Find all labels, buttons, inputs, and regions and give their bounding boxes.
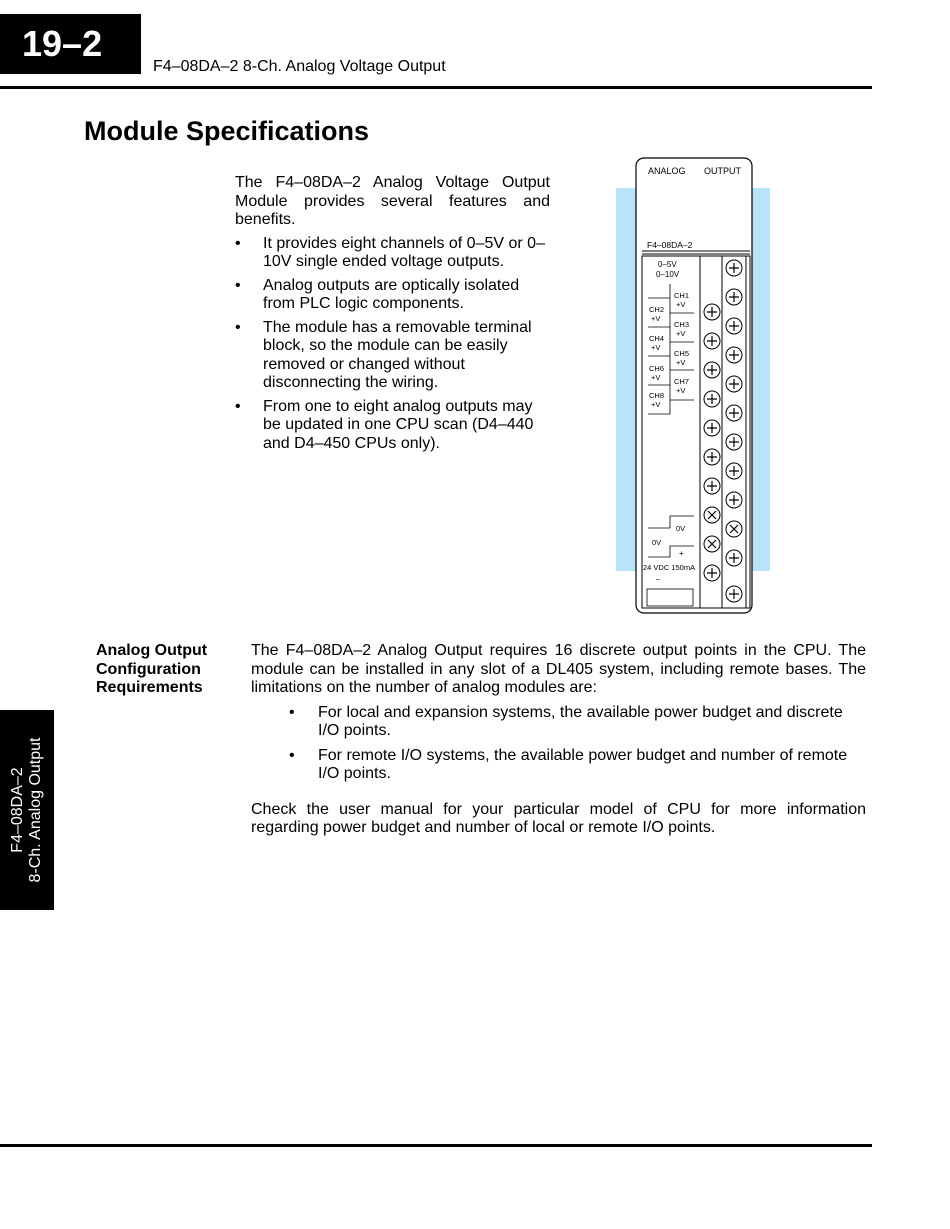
screw-icon [704, 304, 720, 320]
screw-icon [726, 463, 742, 479]
screw-icon [726, 492, 742, 508]
channel-label: CH6 [649, 364, 665, 373]
section-heading: Module Specifications [84, 116, 370, 146]
config-body [251, 642, 866, 838]
header-rule [0, 86, 872, 89]
channel-label: CH3 [674, 320, 690, 329]
list-item-text: It provides eight channels of 0–5V or 0–10V single ended voltage outputs. [263, 234, 545, 270]
channel-sign: +V [676, 386, 686, 395]
list-item [235, 235, 550, 272]
screw-icon [704, 420, 720, 436]
zero-v-label: 0V [652, 538, 662, 547]
list-item-text: For remote I/O systems, the available power budget and number of remote I/O points. [318, 746, 848, 782]
bullet-icon: • [235, 234, 241, 252]
screw-icon [704, 362, 720, 378]
screw-icon [704, 507, 720, 523]
channel-label: CH8 [649, 391, 665, 400]
bullet-icon: • [235, 397, 241, 415]
screw-icon [726, 260, 742, 276]
bullet-icon: • [289, 746, 295, 764]
channel-label: CH1 [674, 291, 690, 300]
channel-label: CH5 [674, 349, 690, 358]
screw-icon [726, 318, 742, 334]
page-number: 19–2 [0, 14, 141, 74]
model-label: F4–08DA–2 [647, 240, 693, 250]
config-paragraph: The F4–08DA–2 Analog Output requires 16 discrete output points in the CPU. The module can be installed in any slot of a DL405 system, including remote bases. The limitations on the number of analog modules are: [251, 642, 866, 696]
list-item [235, 319, 550, 393]
range-label: 0–10V [656, 270, 680, 279]
channel-sign: +V [651, 400, 661, 409]
header-title: F4–08DA–2 8-Ch. Analog Voltage Output [153, 58, 446, 75]
plus-label: + [679, 549, 684, 558]
zero-v-label: 0V [676, 524, 686, 533]
intro-paragraph: The F4–08DA–2 Analog Voltage Output Module provides several features and benefits. [235, 174, 550, 228]
label-analog: ANALOG [648, 166, 686, 176]
channel-sign: +V [651, 343, 661, 352]
side-tab-text [9, 710, 45, 910]
intro-block [235, 174, 550, 453]
screw-icon [704, 536, 720, 552]
screw-icon [726, 405, 742, 421]
side-tab-line: 8-Ch. Analog Output [27, 737, 44, 883]
channel-sign: +V [651, 314, 661, 323]
chapter-side-tab [0, 710, 54, 910]
channel-sign: +V [651, 373, 661, 382]
channel-label: CH4 [649, 334, 665, 343]
side-tab-line: F4–08DA–2 [9, 767, 26, 853]
side-heading-line: Requirements [96, 679, 203, 696]
list-item [289, 747, 866, 784]
list-item [235, 398, 550, 454]
list-item [235, 277, 550, 314]
channel-label: CH2 [649, 305, 665, 314]
bullet-icon: • [289, 703, 295, 721]
range-label: 0–5V [658, 260, 677, 269]
channel-sign: +V [676, 358, 686, 367]
config-side-heading [96, 642, 246, 698]
closing-paragraph: Check the user manual for your particular model of CPU for more information regarding power budget and number of local or remote I/O points. [251, 800, 866, 836]
channel-sign: +V [676, 300, 686, 309]
screw-icon [726, 550, 742, 566]
feature-list [235, 235, 550, 454]
screw-icon [726, 521, 742, 537]
supply-label: 24 VDC 150mA [643, 563, 696, 572]
list-item-text: The module has a removable terminal block, so the module can be easily removed or changed without disconnecting the wiring. [263, 318, 532, 391]
screw-icon [726, 289, 742, 305]
channel-label: CH7 [674, 377, 690, 386]
screw-icon [726, 347, 742, 363]
minus-label: – [656, 574, 661, 583]
screw-icon [726, 376, 742, 392]
list-item-text: For local and expansion systems, the available power budget and discrete I/O points. [318, 703, 843, 739]
footer-rule [0, 1144, 872, 1147]
limitations-list [289, 704, 866, 784]
side-heading-line: Configuration [96, 660, 201, 678]
bullet-icon: • [235, 276, 241, 294]
channel-sign: +V [676, 329, 686, 338]
list-item-text: From one to eight analog outputs may be updated in one CPU scan (D4–440 and D4–450 CPUs only). [263, 397, 534, 452]
screw-icon [704, 449, 720, 465]
side-heading-line: Analog Output [96, 642, 208, 659]
label-output: OUTPUT [704, 166, 741, 176]
screw-icon [726, 434, 742, 450]
bullet-icon: • [235, 318, 241, 336]
list-item-text: Analog outputs are optically isolated from PLC logic components. [263, 276, 520, 312]
module-diagram [614, 156, 772, 616]
screw-icon [704, 565, 720, 581]
screw-icon [704, 333, 720, 349]
screw-icon [704, 478, 720, 494]
list-item [289, 704, 866, 741]
screw-icon [704, 391, 720, 407]
module-figure [614, 156, 772, 616]
screw-icon [726, 586, 742, 602]
